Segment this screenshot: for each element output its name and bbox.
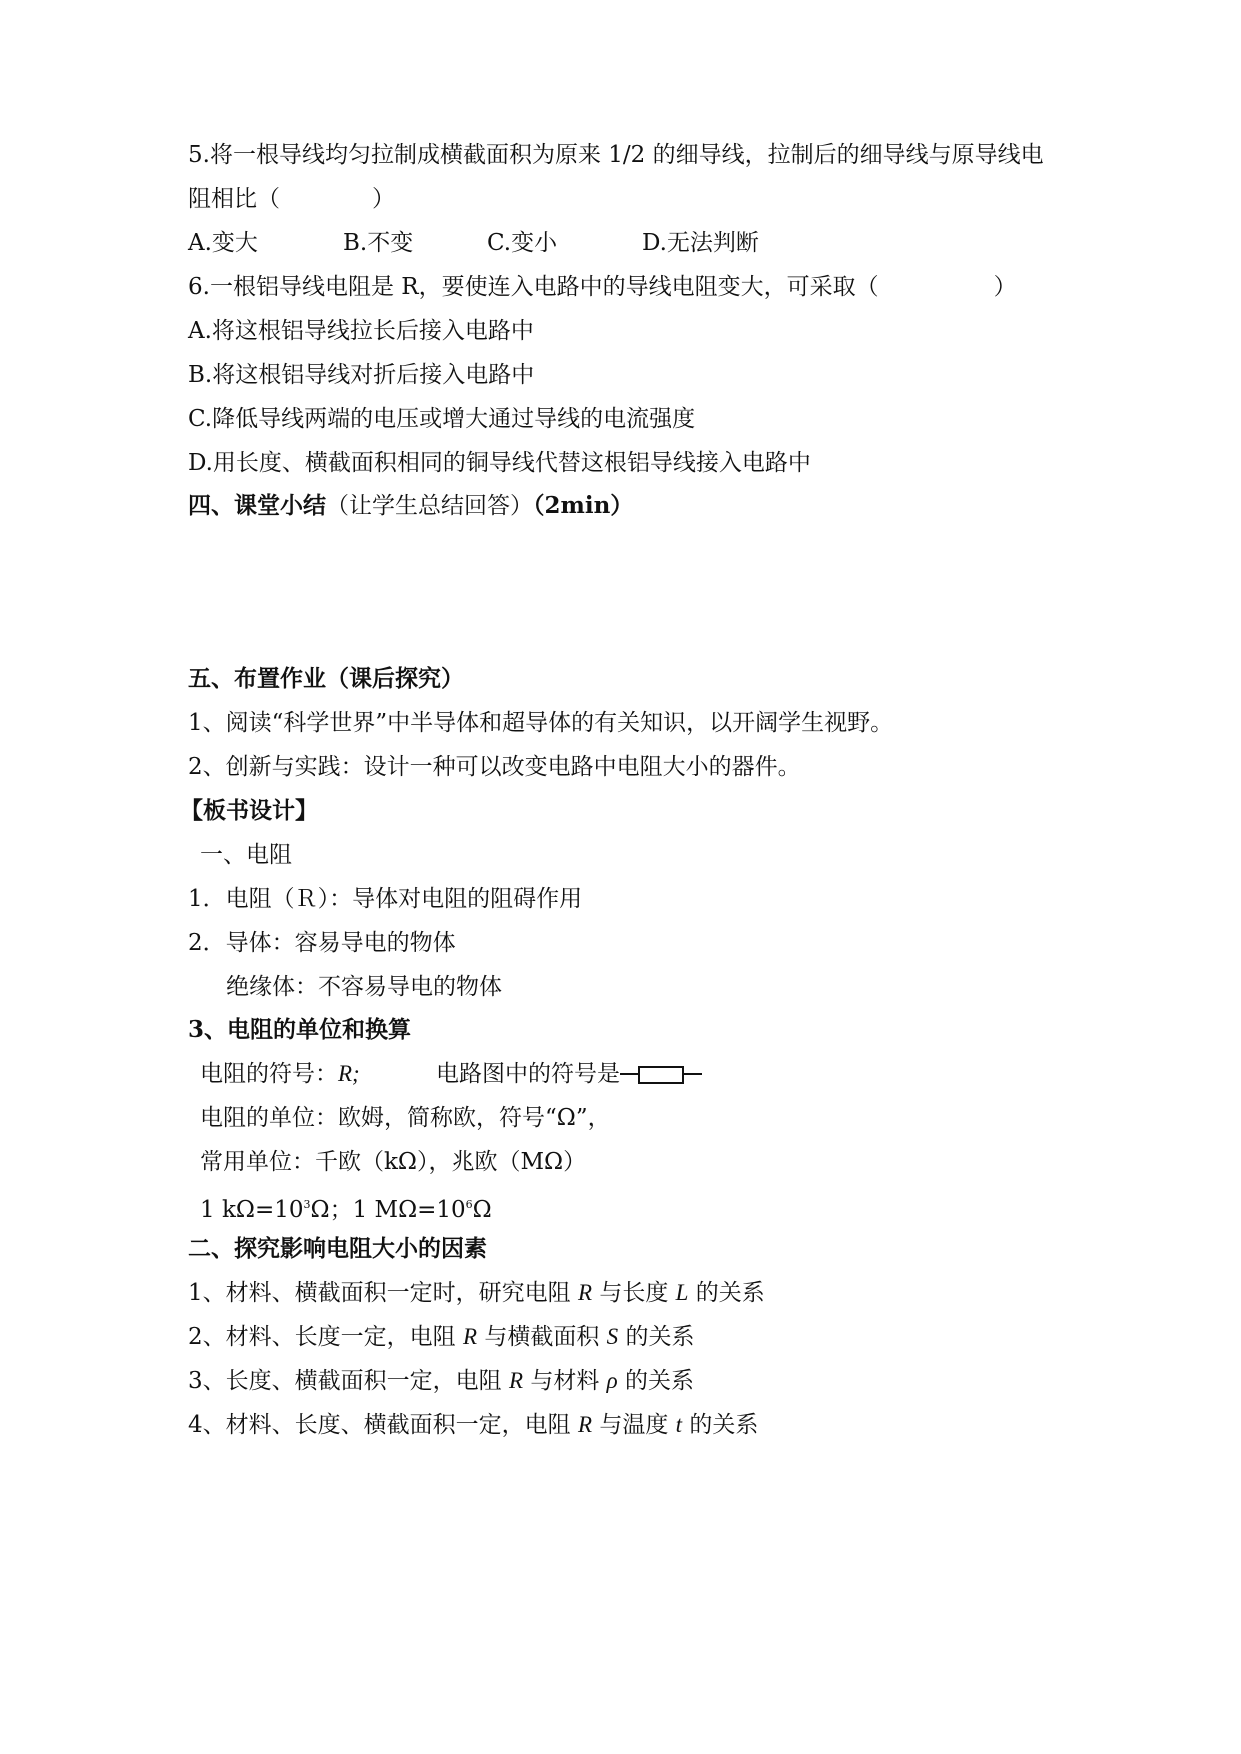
q6-option-d: D.用长度、横截面积相同的铜导线代替这根铝导线接入电路中 (188, 450, 811, 476)
factor-2-mid: 与横截面积 (477, 1324, 607, 1350)
symbol-label: 电阻的符号： (200, 1061, 338, 1087)
board-item-1: 1．电阻（Ｒ）：导体对电阻的阻碍作用 (188, 886, 583, 912)
homework-item-1: 1、阅读“科学世界”中半导体和超导体的有关知识，以开阔学生视野。 (188, 710, 894, 736)
common-units-line: 常用单位：千欧（kΩ），兆欧（MΩ） (200, 1149, 587, 1175)
q5-option-a: A.变大 (188, 230, 258, 256)
resistor-symbol-line (200, 1059, 702, 1089)
factor-2-var-r: R (462, 1324, 478, 1349)
board-heading: 【板书设计】 (180, 797, 318, 824)
homework-item-2: 2、创新与实践：设计一种可以改变电路中电阻大小的器件。 (188, 754, 801, 780)
factor-3-var-r: R (508, 1368, 524, 1393)
homework-heading: 五、布置作业（课后探究） (188, 665, 464, 692)
summary-time: （2min） (533, 492, 634, 519)
factor-2-post: 的关系 (618, 1324, 695, 1350)
q5-option-b: B.不变 (343, 230, 414, 256)
conversion-a: 1 kΩ=10 (200, 1197, 304, 1223)
factor-3-pre: 3、长度、横截面积一定，电阻 (188, 1368, 509, 1394)
conversion-b-exponent: 6 (465, 1198, 473, 1211)
conversion-c: Ω (472, 1197, 492, 1223)
q6-stem: 6.一根铝导线电阻是 R，要使连入电路中的导线电阻变大，可采取（ ） (188, 274, 1017, 300)
factor-1-var-r: R (577, 1280, 593, 1305)
unit-conversion-line (200, 1190, 492, 1223)
symbol-value: R; (338, 1061, 360, 1086)
board-section-1: 一、电阻 (200, 842, 292, 868)
q6-option-c: C.降低导线两端的电压或增大通过导线的电流强度 (188, 406, 696, 432)
q5-option-c: C.变小 (487, 230, 558, 256)
factor-1-post: 的关系 (688, 1280, 765, 1306)
unit-line: 电阻的单位：欧姆，简称欧，符号“Ω”， (200, 1105, 611, 1131)
conversion-b: Ω；1 MΩ=10 (310, 1197, 466, 1223)
factor-2-var-s: S (606, 1324, 619, 1349)
factor-4-var-t: t (675, 1412, 683, 1437)
factor-4-var-r: R (577, 1412, 593, 1437)
summary-heading-line (188, 491, 633, 521)
factor-3-mid: 与材料 (523, 1368, 607, 1394)
summary-note: （让学生总结回答） (326, 493, 533, 519)
factor-1 (188, 1278, 765, 1308)
factor-2 (188, 1322, 694, 1352)
factor-2-pre: 2、材料、长度一定，电阻 (188, 1324, 463, 1350)
factor-3 (188, 1366, 694, 1396)
factor-4-pre: 4、材料、长度、横截面积一定，电阻 (188, 1412, 578, 1438)
q6-option-a: A.将这根铝导线拉长后接入电路中 (188, 318, 534, 344)
q5-options (188, 228, 759, 258)
factor-3-var-rho: ρ (606, 1368, 618, 1393)
factor-1-var-l: L (675, 1280, 689, 1305)
factor-4-mid: 与温度 (592, 1412, 676, 1438)
resistor-symbol-icon (620, 1064, 702, 1084)
board-item-2b: 绝缘体：不容易导电的物体 (226, 974, 502, 1000)
q5-stem-line1: 5.将一根导线均匀拉制成横截面积为原来 1/2 的细导线，拉制后的细导线与原导线电 (188, 142, 1044, 168)
q6-option-b: B.将这根铝导线对折后接入电路中 (188, 362, 535, 388)
circuit-symbol-label: 电路图中的符号是 (436, 1061, 620, 1087)
factor-1-mid: 与长度 (592, 1280, 676, 1306)
q5-stem-line2: 阻相比（ ） (188, 186, 395, 212)
board-item-2: 2．导体：容易导电的物体 (188, 930, 456, 956)
board-section-2: 二、探究影响电阻大小的因素 (188, 1235, 487, 1262)
factor-1-pre: 1、材料、横截面积一定时，研究电阻 (188, 1280, 578, 1306)
factor-4 (188, 1410, 758, 1440)
factor-3-post: 的关系 (617, 1368, 694, 1394)
factor-4-post: 的关系 (682, 1412, 759, 1438)
summary-heading: 四、课堂小结 (188, 492, 326, 519)
conversion-a-exponent: 3 (303, 1198, 311, 1211)
q5-option-d: D.无法判断 (642, 230, 759, 256)
board-item-3-heading: 3、电阻的单位和换算 (188, 1016, 412, 1043)
